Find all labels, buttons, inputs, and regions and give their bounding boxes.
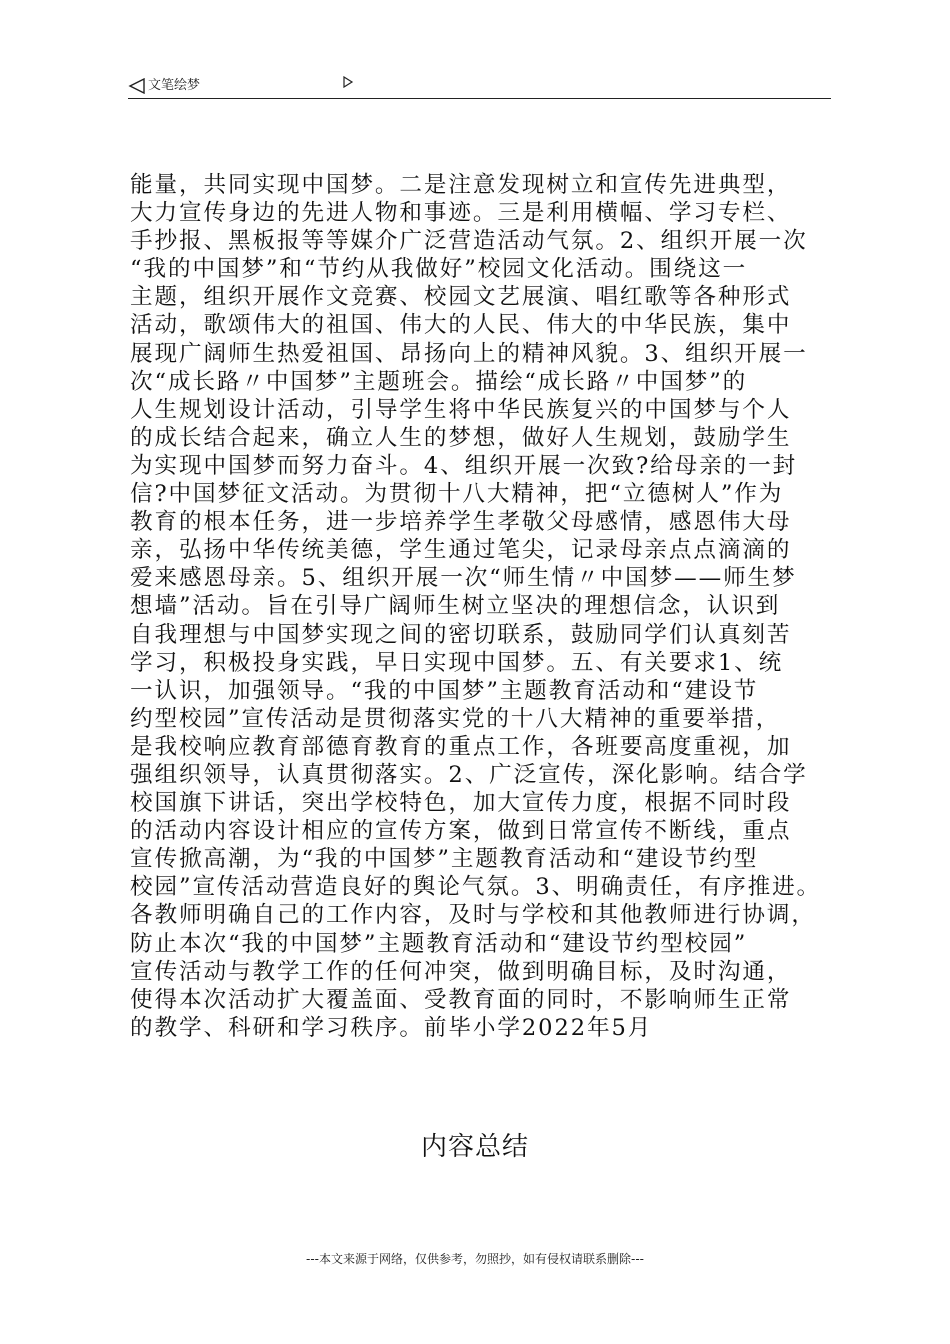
header-brand: 文笔绘梦 [148,78,201,93]
body-line: 一认识，加强领导。“我的中国梦”主题教育活动和“建设节 [130,677,759,704]
body-line: 大力宣传身边的先进人物和事迹。三是利用横幅、学习专栏、 [130,200,792,227]
right-triangle-icon [342,76,354,88]
body-line: 主题，组织开展作文竞赛、校园文艺展演、唱红歌等各种形式 [130,284,792,311]
body-line: 亲，弘扬中华传统美德，学生通过笔尖，记录母亲点点滴滴的 [130,537,792,564]
body-line: 的活动内容设计相应的宣传方案，做到日常宣传不断线，重点 [130,818,792,845]
body-line: 活动，歌颂伟大的祖国、伟大的人民、伟大的中华民族，集中 [130,312,792,339]
body-line: 为实现中国梦而努力奋斗。4、组织开展一次致?给母亲的一封 [130,452,798,479]
body-line: 的教学、科研和学习秩序。前毕小学2022年5月 [130,1014,653,1041]
body-line: 爱来感恩母亲。5、组织开展一次“师生情〃中国梦——师生梦 [130,565,797,592]
body-line: 校园”宣传活动营造良好的舆论气氛。3、明确责任，有序推进。 [130,874,822,901]
body-line: 宣传掀高潮，为“我的中国梦”主题教育活动和“建设节约型 [130,846,759,873]
body-line: 约型校园”宣传活动是贯彻落实党的十八大精神的重要举措， [130,705,781,732]
body-line: 是我校响应教育部德育教育的重点工作，各班要高度重视，加 [130,733,792,760]
body-line: 手抄报、黑板报等等媒介广泛营造活动气氛。2、组织开展一次 [130,228,808,255]
body-line: 各教师明确自己的工作内容，及时与学校和其他教师进行协调， [130,902,816,929]
body-line: 自我理想与中国梦实现之间的密切联系，鼓励同学们认真刻苦 [130,621,792,648]
body-line: 强组织领导，认真贯彻落实。2、广泛宣传，深化影响。结合学 [130,761,808,788]
body-line: 次“成长路〃中国梦”主题班会。描绘“成长路〃中国梦”的 [130,368,748,395]
body-line: “我的中国梦”和“节约从我做好”校园文化活动。围绕这一 [130,256,748,283]
body-line: 教育的根本任务，进一步培养学生孝敬父母感情，感恩伟大母 [130,509,792,536]
body-line: 防止本次“我的中国梦”主题教育活动和“建设节约型校园” [130,930,748,957]
body-line: 使得本次活动扩大覆盖面、受教育面的同时，不影响师生正常 [130,986,792,1013]
body-line: 宣传活动与教学工作的任何冲突，做到明确目标，及时沟通， [130,958,792,985]
body-line: 学习，积极投身实践，早日实现中国梦。五、有关要求1、统 [130,649,784,676]
body-line: 校国旗下讲话，突出学校特色，加大宣传力度，根据不同时段 [130,790,792,817]
body-line: 人生规划设计活动，引导学生将中华民族复兴的中国梦与个人 [130,396,792,423]
body-line: 展现广阔师生热爱祖国、昂扬向上的精神风貌。3、组织开展一 [130,340,808,367]
document-body [130,171,850,1042]
page-header [128,76,831,99]
body-line: 能量，共同实现中国梦。二是注意发现树立和宣传先进典型， [130,172,792,198]
left-triangle-icon [128,78,146,94]
body-line: 的成长结合起来，确立人生的梦想，做好人生规划，鼓励学生 [130,424,792,451]
footer-note: ---本文来源于网络，仅供参考，勿照抄，如有侵权请联系删除--- [306,1252,644,1266]
body-line: 想墙”活动。旨在引导广阔师生树立坚决的理想信念，认识到 [130,593,781,620]
summary-title: 内容总结 [420,1132,529,1162]
body-line: 信?中国梦征文活动。为贯彻十八大精神，把“立德树人”作为 [130,481,784,508]
